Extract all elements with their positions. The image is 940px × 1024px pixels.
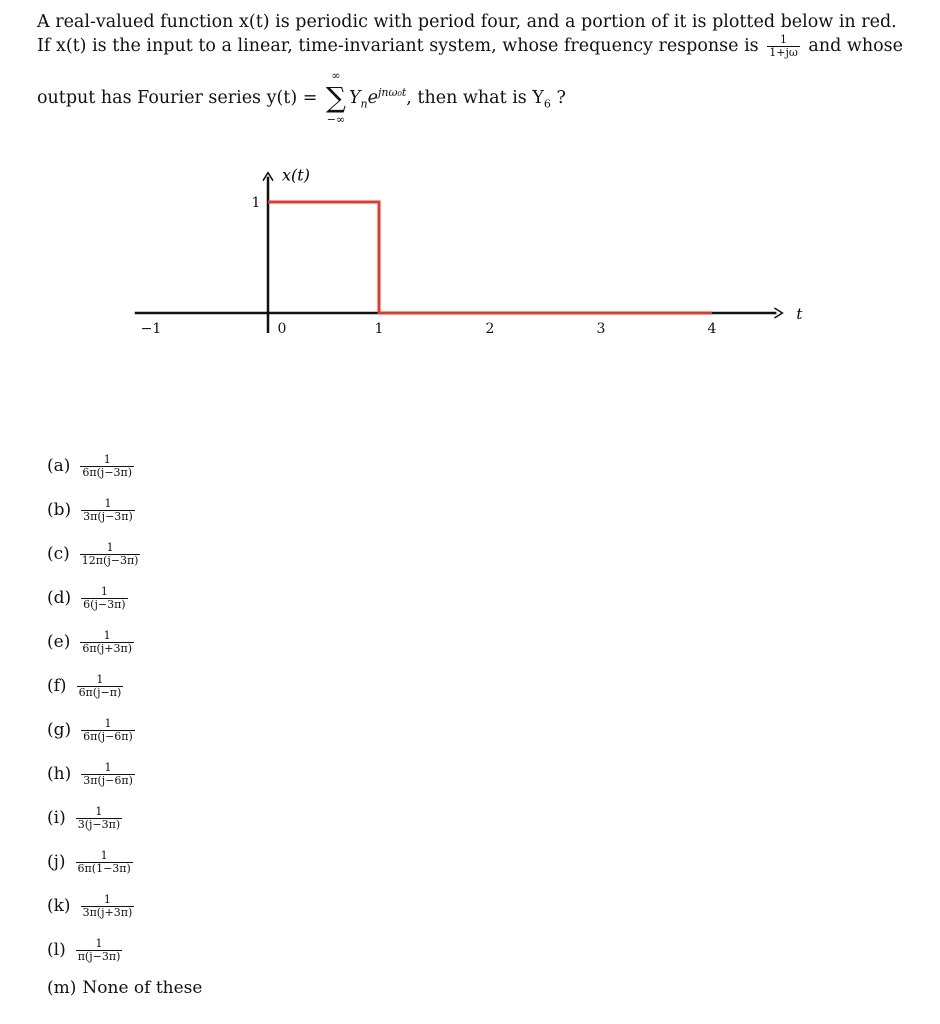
answer-option[interactable] — [47, 497, 138, 530]
option-fraction — [80, 454, 134, 479]
option-fraction — [81, 718, 135, 743]
option-denominator: 6π(1−3π) — [77, 862, 131, 875]
plot-series — [268, 202, 712, 313]
option-label: (d) — [47, 588, 72, 608]
answer-option[interactable] — [47, 673, 126, 706]
option-label: (c) — [47, 544, 70, 564]
option-numerator: 1 — [104, 497, 112, 510]
option-denominator: 3π(j−6π) — [83, 774, 133, 787]
option-fraction — [81, 762, 135, 787]
signal-plot — [0, 140, 940, 360]
x-tick-label: 3 — [596, 321, 606, 337]
sum-term — [348, 86, 407, 111]
option-fraction — [81, 586, 127, 611]
option-numerator: 1 — [104, 717, 112, 730]
answer-option[interactable] — [47, 849, 136, 882]
sum-exponent: jnω₀t — [378, 86, 407, 99]
x-tick-label: 2 — [485, 321, 495, 337]
option-label: (e) — [47, 632, 71, 652]
option-label: (l) — [47, 940, 66, 960]
sum-upper-limit: ∞ — [331, 69, 341, 83]
option-text: None of these — [82, 978, 203, 998]
option-label: (f) — [47, 676, 67, 696]
x-tick-label: 4 — [707, 321, 717, 337]
option-fraction — [81, 894, 135, 919]
x-tick-label: −1 — [140, 321, 162, 337]
problem-line-2 — [37, 33, 904, 59]
problem-line-2-start: If x(t) is the input to a linear, time-invariant system, whose frequency response is — [37, 36, 759, 56]
option-numerator: 1 — [100, 849, 108, 862]
plot-ticks — [141, 195, 717, 337]
y-tick-label: 1 — [251, 195, 261, 211]
problem-line-3-start: output has Fourier series y(t) = — [37, 87, 318, 108]
option-label: (j) — [47, 852, 66, 872]
answer-option[interactable] — [47, 978, 202, 1008]
asked-coefficient-index: 6 — [543, 97, 551, 111]
option-label: (m) — [47, 978, 77, 998]
problem-line-3-middle: , then what is Y — [406, 87, 544, 108]
option-numerator: 1 — [104, 761, 112, 774]
option-label: (h) — [47, 764, 72, 784]
problem-line-1: A real-valued function x(t) is periodic with period four, and a portion of it is plotted below in red. — [37, 12, 897, 32]
option-fraction — [76, 938, 123, 963]
answer-option[interactable] — [47, 893, 137, 926]
option-label: (b) — [47, 500, 72, 520]
option-label: (k) — [47, 896, 71, 916]
question-mark: ? — [556, 87, 566, 108]
option-label: (a) — [47, 456, 71, 476]
answer-option[interactable] — [47, 541, 143, 574]
frequency-response-numerator: 1 — [780, 33, 788, 46]
x-tick-label: 0 — [277, 321, 287, 337]
option-numerator: 1 — [103, 453, 111, 466]
answer-option[interactable] — [47, 717, 138, 750]
option-denominator: 3π(j−3π) — [83, 510, 133, 523]
option-numerator: 1 — [103, 893, 111, 906]
option-fraction — [81, 498, 135, 523]
sum-coefficient-sub: n — [360, 97, 368, 111]
sum-exponential: e — [367, 87, 378, 108]
problem-statement — [37, 10, 904, 127]
frequency-response-denominator: 1+jω — [769, 46, 798, 59]
option-fraction — [76, 806, 122, 831]
x-tick-label: 1 — [374, 321, 384, 337]
option-denominator: 6π(j+3π) — [82, 642, 132, 655]
answer-option[interactable] — [47, 761, 138, 794]
option-numerator: 1 — [100, 585, 108, 598]
option-denominator: 6π(j−3π) — [82, 466, 133, 479]
sum-lower-limit: −∞ — [326, 113, 346, 127]
option-denominator: 6π(j−6π) — [83, 730, 133, 743]
y-axis-label: x(t) — [282, 165, 310, 185]
plot-axes — [135, 173, 783, 333]
x-axis-label: t — [796, 305, 803, 323]
answer-option[interactable] — [47, 585, 131, 618]
option-label: (i) — [47, 808, 66, 828]
option-denominator: 6(j−3π) — [83, 598, 126, 611]
option-denominator: 12π(j−3π) — [81, 554, 139, 567]
option-denominator: π(j−3π) — [77, 950, 121, 963]
option-fraction — [77, 674, 124, 699]
option-numerator: 1 — [95, 937, 103, 950]
option-denominator: 3(j−3π) — [77, 818, 121, 831]
option-fraction — [80, 542, 141, 567]
option-denominator: 3π(j+3π) — [82, 906, 133, 919]
option-numerator: 1 — [95, 805, 103, 818]
option-label: (g) — [47, 720, 72, 740]
answer-option[interactable] — [47, 937, 125, 970]
summation-symbol: ∑ ∞ −∞ — [325, 84, 347, 112]
problem-line-3 — [37, 69, 897, 127]
answer-option[interactable] — [47, 805, 125, 838]
option-fraction — [80, 630, 134, 655]
signal-trace — [268, 202, 712, 313]
problem-line-2-end: and whose — [808, 36, 904, 56]
option-numerator: 1 — [106, 541, 114, 554]
frequency-response-fraction — [767, 34, 800, 59]
option-fraction — [76, 850, 133, 875]
answer-option[interactable] — [47, 629, 137, 662]
option-numerator: 1 — [103, 629, 111, 642]
option-numerator: 1 — [96, 673, 104, 686]
option-denominator: 6π(j−π) — [78, 686, 122, 699]
answer-option[interactable] — [47, 453, 137, 486]
sum-coefficient: Y — [348, 87, 361, 108]
